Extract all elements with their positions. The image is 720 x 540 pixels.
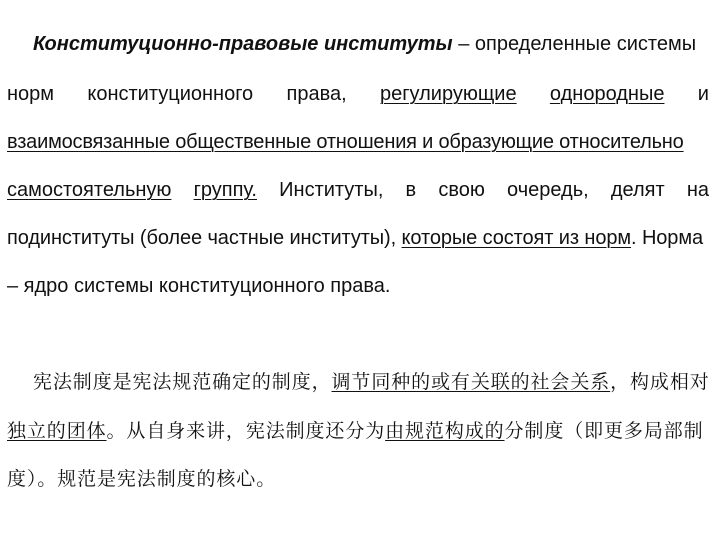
ru-word-underlined: однородные: [549, 83, 665, 105]
ru-line-5: [7, 228, 709, 248]
zh-line-2: [7, 421, 711, 441]
zh-text: 宪法制度是宪法规范确定的制度，: [33, 371, 332, 393]
ru-text: . Норма: [631, 227, 704, 249]
ru-word-underlined: группу.: [193, 179, 257, 201]
ru-word: делят: [610, 179, 665, 201]
term-heading: Конституционно-правовые институты: [33, 33, 453, 55]
ru-word-underlined: регулирующие: [380, 83, 517, 105]
ru-word: на: [686, 179, 709, 201]
ru-line-6: – ядро системы конституционного права.: [7, 275, 391, 297]
zh-line-1: [33, 372, 713, 392]
zh-text: 分制度（即更多局部制: [504, 420, 704, 442]
zh-text-underlined: 由规范构成的: [385, 420, 505, 442]
ru-line-1: [33, 34, 709, 54]
zh-text: 。从自身来讲，宪法制度还分为: [106, 420, 386, 442]
ru-word: конституционного: [87, 83, 254, 105]
ru-line-4: [7, 180, 709, 200]
ru-word: очередь,: [507, 179, 589, 201]
ru-line-2: [7, 84, 709, 104]
zh-line-3: 度）。规范是宪法制度的核心。: [7, 468, 277, 490]
ru-word: права,: [286, 83, 347, 105]
ru-line-1-text: – определенные системы: [458, 33, 697, 55]
ru-word: Институты,: [279, 179, 384, 201]
ru-word: свою: [438, 179, 485, 201]
ru-word: в: [405, 179, 417, 201]
zh-text-underlined: 调节同种的或有关联的社会关系: [331, 371, 611, 393]
ru-line-3: взаимосвязанные общественные отношения и образующие относительно: [7, 131, 684, 153]
ru-word: норм: [7, 83, 55, 105]
ru-text-underlined: которые состоят из норм: [401, 227, 632, 249]
ru-word: и: [697, 83, 709, 105]
zh-text-underlined: 独立的团体: [7, 420, 107, 442]
ru-text: подинституты (более частные институты),: [7, 227, 402, 249]
zh-text: ，构成相对: [610, 371, 710, 393]
ru-word-underlined: самостоятельную: [7, 179, 172, 201]
